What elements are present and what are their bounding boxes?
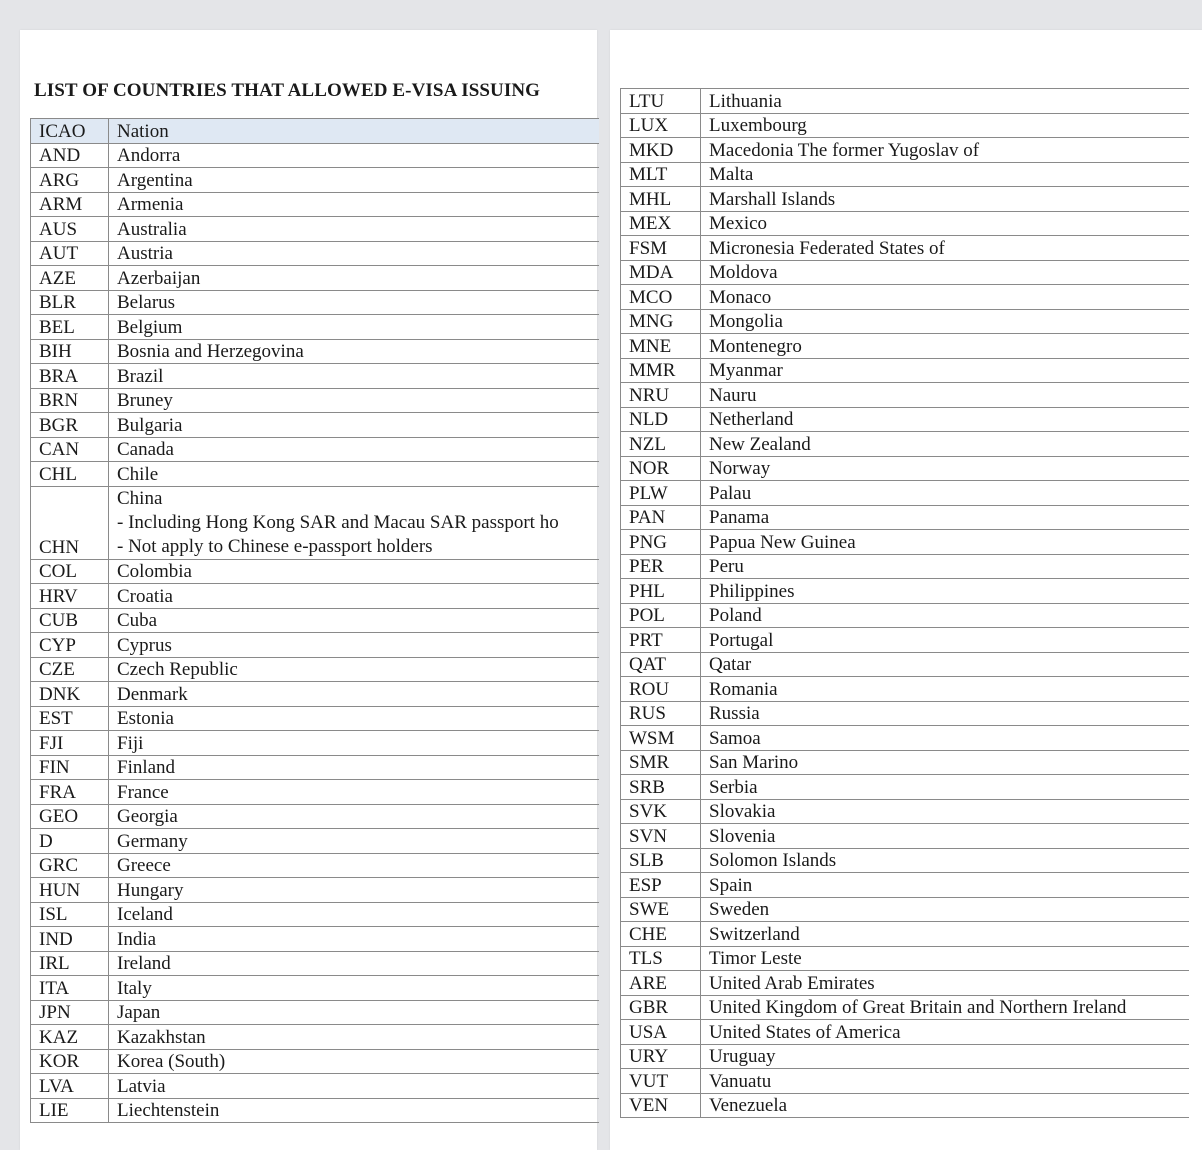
icao-code-cell: VUT: [621, 1069, 701, 1094]
table-row: [31, 241, 599, 266]
table-row: [621, 554, 1189, 579]
nation-cell: Georgia: [109, 804, 599, 829]
icao-code-cell: SMR: [621, 750, 701, 775]
table-row: [31, 437, 599, 462]
header-nation: Nation: [109, 119, 599, 144]
icao-code-cell: LTU: [621, 89, 701, 114]
nation-cell: Australia: [109, 217, 599, 242]
icao-code-cell: GRC: [31, 853, 109, 878]
table-row: [31, 486, 599, 559]
nation-cell: Liechtenstein: [109, 1098, 599, 1123]
icao-code-cell: ITA: [31, 976, 109, 1001]
icao-code-cell: AND: [31, 143, 109, 168]
table-row: [31, 755, 599, 780]
icao-code-cell: NRU: [621, 383, 701, 408]
table-row: [621, 432, 1189, 457]
table-row: [621, 971, 1189, 996]
icao-code-cell: PAN: [621, 505, 701, 530]
icao-code-cell: AUS: [31, 217, 109, 242]
icao-code-cell: PNG: [621, 530, 701, 555]
icao-code-cell: ROU: [621, 677, 701, 702]
nation-cell: Latvia: [109, 1074, 599, 1099]
table-row: [621, 946, 1189, 971]
nation-cell: Iceland: [109, 902, 599, 927]
nation-cell: Peru: [701, 554, 1189, 579]
table-row: [621, 285, 1189, 310]
nation-cell: Portugal: [701, 628, 1189, 653]
table-row: [31, 192, 599, 217]
icao-code-cell: WSM: [621, 726, 701, 751]
nation-cell: Solomon Islands: [701, 848, 1189, 873]
table-row: [31, 976, 599, 1001]
icao-code-cell: USA: [621, 1020, 701, 1045]
icao-code-cell: LUX: [621, 113, 701, 138]
icao-code-cell: NOR: [621, 456, 701, 481]
icao-code-cell: CZE: [31, 657, 109, 682]
nation-cell: Argentina: [109, 168, 599, 193]
nation-cell: Colombia: [109, 559, 599, 584]
document-title: LIST OF COUNTRIES THAT ALLOWED E-VISA ISSUING: [34, 80, 541, 101]
table-row: [31, 364, 599, 389]
table-row: [31, 1025, 599, 1050]
icao-code-cell: ARE: [621, 971, 701, 996]
table-row: [621, 726, 1189, 751]
icao-code-cell: MEX: [621, 211, 701, 236]
nation-cell: Greece: [109, 853, 599, 878]
table-row: [621, 187, 1189, 212]
table-row: [31, 143, 599, 168]
table-row: [621, 579, 1189, 604]
nation-cell: India: [109, 927, 599, 952]
nation-cell: Panama: [701, 505, 1189, 530]
nation-cell: Uruguay: [701, 1044, 1189, 1069]
nation-cell: Canada: [109, 437, 599, 462]
table-row: [621, 750, 1189, 775]
table-row: [31, 559, 599, 584]
icao-code-cell: HRV: [31, 584, 109, 609]
table-row: [621, 89, 1189, 114]
table-row: [31, 731, 599, 756]
table-row: [31, 584, 599, 609]
icao-code-cell: MMR: [621, 358, 701, 383]
icao-code-cell: PRT: [621, 628, 701, 653]
table-row: [621, 309, 1189, 334]
icao-code-cell: HUN: [31, 878, 109, 903]
icao-code-cell: LVA: [31, 1074, 109, 1099]
nation-cell: United Arab Emirates: [701, 971, 1189, 996]
table-row: [621, 505, 1189, 530]
icao-code-cell: COL: [31, 559, 109, 584]
table-row: [621, 677, 1189, 702]
nation-cell: Samoa: [701, 726, 1189, 751]
nation-cell: Luxembourg: [701, 113, 1189, 138]
table-row: [621, 1069, 1189, 1094]
icao-code-cell: QAT: [621, 652, 701, 677]
nation-cell: Qatar: [701, 652, 1189, 677]
table-row: [621, 162, 1189, 187]
table-row: [621, 603, 1189, 628]
icao-code-cell: IRL: [31, 951, 109, 976]
table-row: [31, 339, 599, 364]
nation-cell: Vanuatu: [701, 1069, 1189, 1094]
nation-cell: Philippines: [701, 579, 1189, 604]
nation-cell: Finland: [109, 755, 599, 780]
nation-cell: Lithuania: [701, 89, 1189, 114]
table-row: [621, 260, 1189, 285]
nation-cell: Japan: [109, 1000, 599, 1025]
table-row: [31, 804, 599, 829]
icao-code-cell: VEN: [621, 1093, 701, 1118]
nation-cell: Norway: [701, 456, 1189, 481]
icao-code-cell: CAN: [31, 437, 109, 462]
nation-cell: Switzerland: [701, 922, 1189, 947]
nation-cell: Germany: [109, 829, 599, 854]
icao-code-cell: FIN: [31, 755, 109, 780]
nation-cell: Italy: [109, 976, 599, 1001]
table-row: [31, 902, 599, 927]
icao-code-cell: NLD: [621, 407, 701, 432]
icao-code-cell: MCO: [621, 285, 701, 310]
icao-code-cell: ISL: [31, 902, 109, 927]
table-row: [621, 824, 1189, 849]
nation-cell: Cuba: [109, 608, 599, 633]
icao-code-cell: MNE: [621, 334, 701, 359]
icao-code-cell: CHN: [31, 486, 109, 559]
icao-code-cell: BIH: [31, 339, 109, 364]
icao-code-cell: EST: [31, 706, 109, 731]
table-row: [621, 358, 1189, 383]
table-row: [31, 1074, 599, 1099]
nation-cell: Bosnia and Herzegovina: [109, 339, 599, 364]
table-row: [31, 780, 599, 805]
table-row: [621, 334, 1189, 359]
nation-cell: Bulgaria: [109, 413, 599, 438]
icao-code-cell: URY: [621, 1044, 701, 1069]
table-row: [621, 1044, 1189, 1069]
icao-code-cell: BGR: [31, 413, 109, 438]
table-row: [621, 873, 1189, 898]
nation-note: - Not apply to Chinese e-passport holders: [117, 535, 433, 557]
nation-cell: Korea (South): [109, 1049, 599, 1074]
nation-cell: Croatia: [109, 584, 599, 609]
icao-code-cell: FJI: [31, 731, 109, 756]
nation-cell: Palau: [701, 481, 1189, 506]
nation-cell: Netherland: [701, 407, 1189, 432]
table-row: [621, 799, 1189, 824]
icao-code-cell: GEO: [31, 804, 109, 829]
icao-code-cell: AZE: [31, 266, 109, 291]
table-row: [31, 315, 599, 340]
icao-code-cell: NZL: [621, 432, 701, 457]
icao-code-cell: MNG: [621, 309, 701, 334]
icao-code-cell: CHL: [31, 462, 109, 487]
nation-cell: New Zealand: [701, 432, 1189, 457]
table-row: [31, 657, 599, 682]
table-row: [31, 608, 599, 633]
nation-cell: Belgium: [109, 315, 599, 340]
table-row: [621, 383, 1189, 408]
icao-code-cell: LIE: [31, 1098, 109, 1123]
nation-cell: Estonia: [109, 706, 599, 731]
nation-cell: Ireland: [109, 951, 599, 976]
table-row: [621, 456, 1189, 481]
icao-code-cell: FSM: [621, 236, 701, 261]
icao-code-cell: MLT: [621, 162, 701, 187]
icao-code-cell: CUB: [31, 608, 109, 633]
table-row: [31, 290, 599, 315]
nation-cell: United Kingdom of Great Britain and Northern Ireland: [701, 995, 1189, 1020]
nation-cell: Slovenia: [701, 824, 1189, 849]
nation-cell: Russia: [701, 701, 1189, 726]
nation-cell: Macedonia The former Yugoslav of: [701, 138, 1189, 163]
icao-code-cell: MHL: [621, 187, 701, 212]
icao-code-cell: SVN: [621, 824, 701, 849]
nation-cell: Denmark: [109, 682, 599, 707]
icao-code-cell: IND: [31, 927, 109, 952]
icao-code-cell: SRB: [621, 775, 701, 800]
nation-cell: Micronesia Federated States of: [701, 236, 1189, 261]
table-row: [621, 530, 1189, 555]
nation-cell: Armenia: [109, 192, 599, 217]
nation-cell: Bruney: [109, 388, 599, 413]
icao-code-cell: GBR: [621, 995, 701, 1020]
table-row: [31, 413, 599, 438]
table-row: [621, 113, 1189, 138]
table-row: [621, 701, 1189, 726]
table-row: [31, 633, 599, 658]
nation-cell: Malta: [701, 162, 1189, 187]
nation-cell: Hungary: [109, 878, 599, 903]
nation-cell: Brazil: [109, 364, 599, 389]
table-row: [621, 922, 1189, 947]
nation-cell: Moldova: [701, 260, 1189, 285]
table-row: [31, 951, 599, 976]
nation-cell: Spain: [701, 873, 1189, 898]
nation-cell: Austria: [109, 241, 599, 266]
icao-code-cell: KOR: [31, 1049, 109, 1074]
table-row: [31, 682, 599, 707]
nation-cell: Fiji: [109, 731, 599, 756]
nation-cell: Andorra: [109, 143, 599, 168]
nation-name: China: [117, 487, 163, 509]
table-row: [621, 775, 1189, 800]
table-row: [621, 1020, 1189, 1045]
icao-code-cell: BRN: [31, 388, 109, 413]
table-row: [31, 1098, 599, 1123]
table-row: [621, 407, 1189, 432]
nation-cell: Monaco: [701, 285, 1189, 310]
icao-code-cell: ESP: [621, 873, 701, 898]
nation-cell: France: [109, 780, 599, 805]
table-row: [31, 853, 599, 878]
icao-code-cell: BRA: [31, 364, 109, 389]
table-row: [621, 652, 1189, 677]
icao-code-cell: POL: [621, 603, 701, 628]
table-row: [621, 211, 1189, 236]
table-row: [621, 897, 1189, 922]
icao-code-cell: RUS: [621, 701, 701, 726]
countries-table-left: [30, 118, 599, 1123]
nation-cell: Serbia: [701, 775, 1189, 800]
icao-code-cell: BLR: [31, 290, 109, 315]
nation-cell: Romania: [701, 677, 1189, 702]
table-row: [621, 481, 1189, 506]
table-row: [31, 829, 599, 854]
nation-cell: Timor Leste: [701, 946, 1189, 971]
table-row: [621, 628, 1189, 653]
table-row: [31, 462, 599, 487]
nation-cell: Mongolia: [701, 309, 1189, 334]
icao-code-cell: CYP: [31, 633, 109, 658]
icao-code-cell: TLS: [621, 946, 701, 971]
table-row: [31, 1000, 599, 1025]
nation-cell: Chile: [109, 462, 599, 487]
nation-cell: Poland: [701, 603, 1189, 628]
nation-cell: United States of America: [701, 1020, 1189, 1045]
icao-code-cell: KAZ: [31, 1025, 109, 1050]
icao-code-cell: SVK: [621, 799, 701, 824]
icao-code-cell: DNK: [31, 682, 109, 707]
nation-cell: Belarus: [109, 290, 599, 315]
icao-code-cell: MKD: [621, 138, 701, 163]
nation-cell: Kazakhstan: [109, 1025, 599, 1050]
table-row: [621, 236, 1189, 261]
icao-code-cell: SWE: [621, 897, 701, 922]
table-row: [31, 266, 599, 291]
table-row: [621, 138, 1189, 163]
header-icao: ICAO: [31, 119, 109, 144]
countries-table-right: [620, 88, 1189, 1118]
table-row: [31, 168, 599, 193]
table-header-row: [31, 119, 599, 144]
icao-code-cell: BEL: [31, 315, 109, 340]
nation-cell: Marshall Islands: [701, 187, 1189, 212]
icao-code-cell: FRA: [31, 780, 109, 805]
table-row: [31, 878, 599, 903]
icao-code-cell: ARM: [31, 192, 109, 217]
nation-cell: Mexico: [701, 211, 1189, 236]
table-row: [31, 927, 599, 952]
icao-code-cell: MDA: [621, 260, 701, 285]
icao-code-cell: AUT: [31, 241, 109, 266]
nation-cell: Cyprus: [109, 633, 599, 658]
nation-cell: Papua New Guinea: [701, 530, 1189, 555]
icao-code-cell: PLW: [621, 481, 701, 506]
nation-cell: Sweden: [701, 897, 1189, 922]
nation-cell: Slovakia: [701, 799, 1189, 824]
icao-code-cell: PER: [621, 554, 701, 579]
icao-code-cell: D: [31, 829, 109, 854]
icao-code-cell: CHE: [621, 922, 701, 947]
table-row: [31, 388, 599, 413]
nation-cell: Czech Republic: [109, 657, 599, 682]
nation-cell: [109, 486, 599, 559]
nation-cell: San Marino: [701, 750, 1189, 775]
table-row: [31, 1049, 599, 1074]
table-row: [31, 706, 599, 731]
nation-cell: Montenegro: [701, 334, 1189, 359]
nation-cell: Azerbaijan: [109, 266, 599, 291]
nation-note: - Including Hong Kong SAR and Macau SAR passport ho: [117, 511, 559, 533]
table-row: [621, 995, 1189, 1020]
nation-cell: Myanmar: [701, 358, 1189, 383]
icao-code-cell: JPN: [31, 1000, 109, 1025]
table-row: [31, 217, 599, 242]
icao-code-cell: SLB: [621, 848, 701, 873]
table-row: [621, 848, 1189, 873]
icao-code-cell: ARG: [31, 168, 109, 193]
table-row: [621, 1093, 1189, 1118]
nation-cell: Nauru: [701, 383, 1189, 408]
icao-code-cell: PHL: [621, 579, 701, 604]
nation-cell: Venezuela: [701, 1093, 1189, 1118]
